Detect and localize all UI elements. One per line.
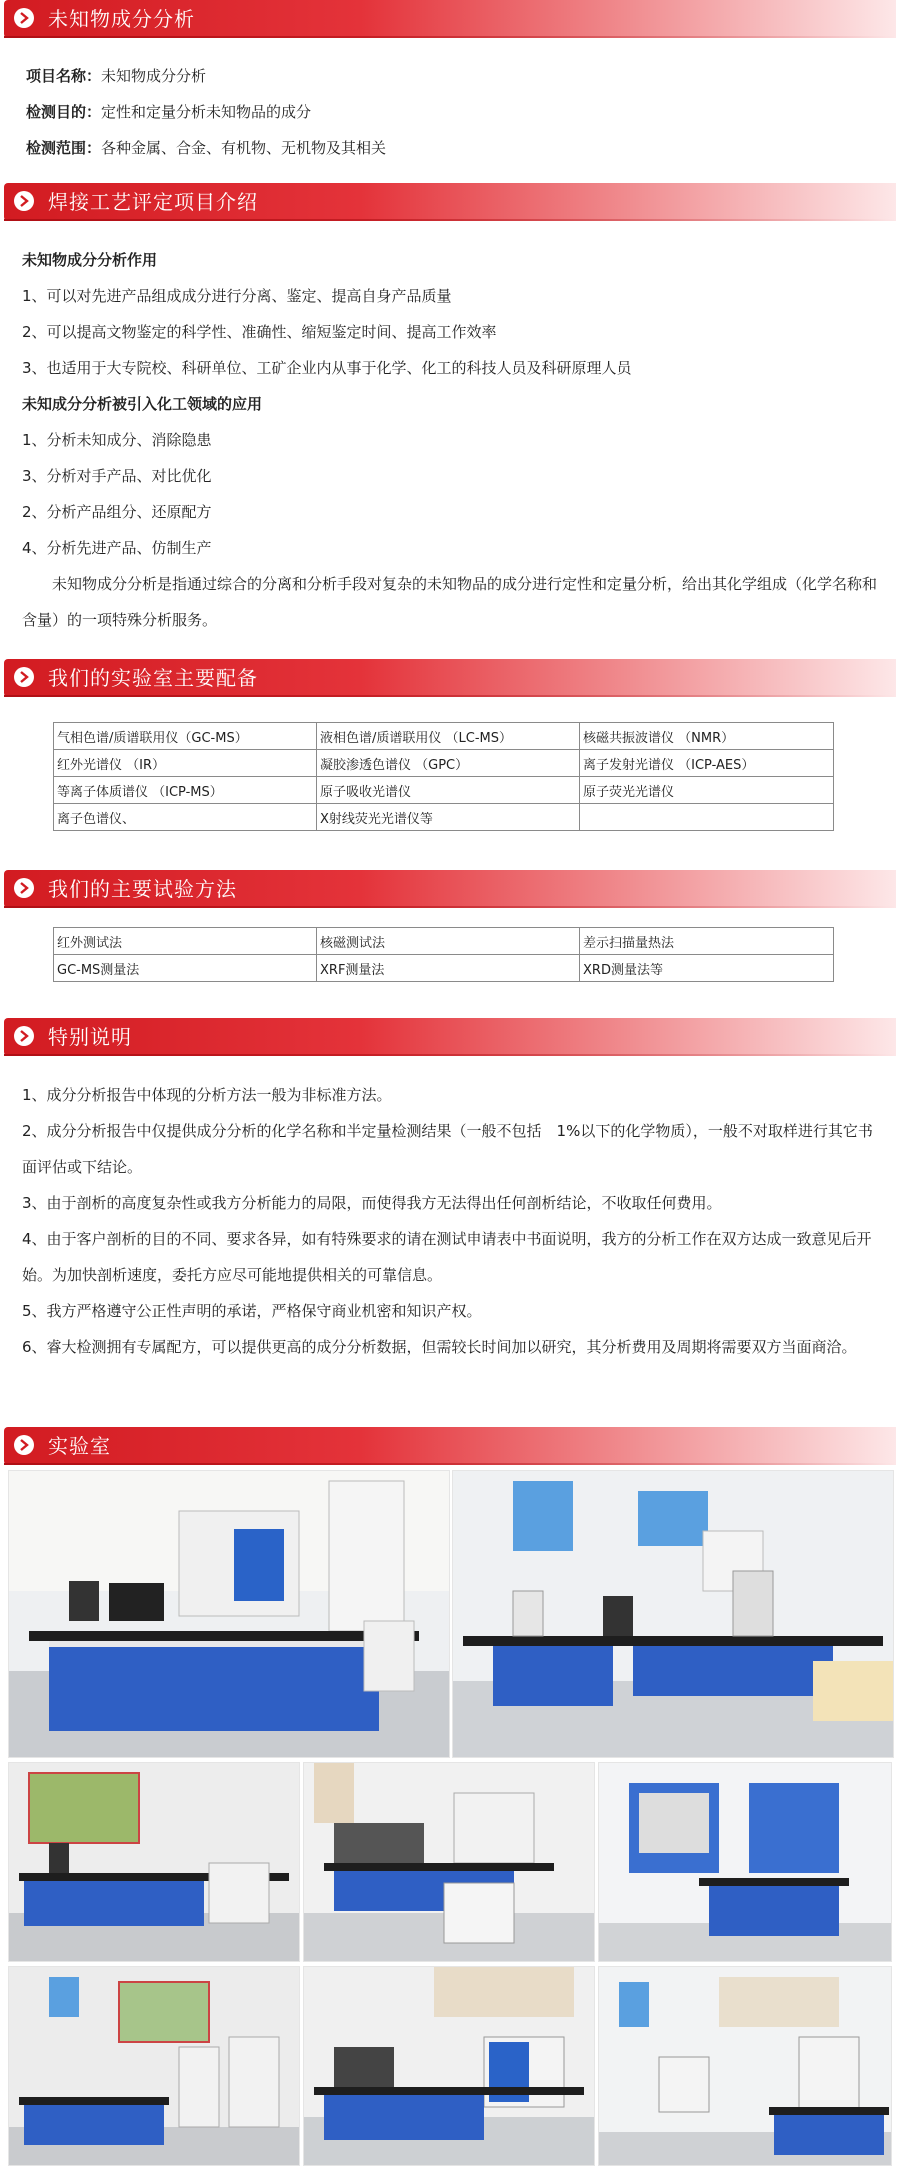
section-title: 特别说明	[48, 1025, 132, 1049]
table-row	[54, 928, 834, 955]
project-scope-value: 各种金属、合金、有机物、无机物及其相关	[101, 139, 387, 157]
lab-photo	[303, 1966, 595, 2166]
table-cell: XRD测量法等	[580, 955, 834, 982]
table-cell: X射线荧光光谱仪等	[317, 804, 580, 831]
list-item: 1、成分分析报告中体现的分析方法一般为非标准方法。	[22, 1086, 392, 1104]
table-cell: 离子色谱仪、	[54, 804, 317, 831]
list-item: 3、也适用于大专院校、科研单位、工矿企业内从事于化学、化工的科技人员及科研原理人员	[22, 359, 632, 377]
section-title: 未知物成分分析	[48, 7, 195, 31]
table-cell: 等离子体质谱仪 （ICP-MS）	[54, 777, 317, 804]
section-header-process	[4, 183, 896, 221]
list-item: 5、我方严格遵守公正性声明的承诺，严格保守商业机密和知识产权。	[22, 1302, 482, 1320]
chevron-right-icon	[14, 667, 34, 687]
list-item: 2、可以提高文物鉴定的科学性、准确性、缩短鉴定时间、提高工作效率	[22, 323, 497, 341]
table-row	[54, 804, 834, 831]
lab-photo	[8, 1966, 300, 2166]
chevron-right-icon	[14, 1435, 34, 1455]
table-cell	[580, 804, 834, 831]
list-item: 3、分析对手产品、对比优化	[22, 467, 212, 485]
project-name-label: 项目名称：	[26, 67, 102, 85]
table-cell: 原子吸收光谱仪	[317, 777, 580, 804]
methods-table	[53, 927, 834, 982]
notes-content	[22, 1077, 878, 1365]
table-cell: 液相色谱/质谱联用仪 （LC-MS）	[317, 723, 580, 750]
table-cell: 核磁共振波谱仪 （NMR）	[580, 723, 834, 750]
list-item: 3、由于剖析的高度复杂性或我方分析能力的局限，而使得我方无法得出任何剖析结论，不收取任何费用。	[22, 1194, 722, 1212]
lab-photo	[303, 1762, 595, 1962]
section-title: 我们的主要试验方法	[48, 877, 237, 901]
project-purpose-row	[26, 94, 386, 130]
table-cell: 离子发射光谱仪 （ICP-AES）	[580, 750, 834, 777]
chevron-right-icon	[14, 878, 34, 898]
chevron-right-icon	[14, 191, 34, 211]
table-cell: 气相色谱/质谱联用仪（GC-MS）	[54, 723, 317, 750]
process-paragraph: 未知物成分分析是指通过综合的分离和分析手段对复杂的未知物品的成分进行定性和定量分析，给出其化学组成（化学名称和含量）的一项特殊分析服务。	[22, 575, 878, 629]
chevron-right-icon	[14, 8, 34, 28]
lab-photo	[598, 1966, 892, 2166]
table-cell: 原子荧光光谱仪	[580, 777, 834, 804]
section-title: 实验室	[48, 1434, 111, 1458]
table-cell: 核磁测试法	[317, 928, 580, 955]
section-header-equipment	[4, 659, 896, 697]
section-header-notes	[4, 1018, 896, 1056]
process-heading-2: 未知成分分析被引入化工领域的应用	[22, 395, 263, 413]
equipment-table	[53, 722, 834, 831]
list-item: 4、由于客户剖析的目的不同、要求各异，如有特殊要求的请在测试申请表中书面说明，我方的分析工作在双方达成一致意见后开始。为加快剖析速度，委托方应尽可能地提供相关的可靠信息。	[22, 1230, 872, 1284]
lab-photo	[598, 1762, 892, 1962]
project-purpose-label: 检测目的：	[26, 103, 102, 121]
list-item: 2、成分分析报告中仅提供成分分析的化学名称和半定量检测结果（一般不包括 1%以下的化学物质），一般不对取样进行其它书面评估或下结论。	[22, 1122, 873, 1176]
table-cell: 红外测试法	[54, 928, 317, 955]
table-cell: 差示扫描量热法	[580, 928, 834, 955]
section-header-methods	[4, 870, 896, 908]
table-cell: GC-MS测量法	[54, 955, 317, 982]
process-heading-1: 未知物成分分析作用	[22, 251, 158, 269]
process-content	[22, 242, 632, 566]
project-scope-row	[26, 130, 386, 166]
lab-photo	[452, 1470, 894, 1758]
table-row	[54, 955, 834, 982]
section-title: 焊接工艺评定项目介绍	[48, 190, 258, 214]
list-item: 4、分析先进产品、仿制生产	[22, 539, 212, 557]
table-row	[54, 750, 834, 777]
section-header-intro	[4, 0, 896, 38]
list-item: 2、分析产品组分、还原配方	[22, 503, 212, 521]
lab-photo	[8, 1762, 300, 1962]
project-scope-label: 检测范围：	[26, 139, 102, 157]
section-header-lab	[4, 1427, 896, 1465]
project-name-row	[26, 58, 386, 94]
table-cell: 红外光谱仪 （IR）	[54, 750, 317, 777]
chevron-right-icon	[14, 1026, 34, 1046]
table-row	[54, 777, 834, 804]
list-item: 1、分析未知成分、消除隐患	[22, 431, 212, 449]
list-item: 6、睿大检测拥有专属配方，可以提供更高的成分分析数据，但需较长时间加以研究，其分析费用及周期将需要双方当面商洽。	[22, 1338, 857, 1356]
table-cell: 凝胶渗透色谱仪 （GPC）	[317, 750, 580, 777]
lab-photo	[8, 1470, 450, 1758]
table-cell: XRF测量法	[317, 955, 580, 982]
project-name-value: 未知物成分分析	[101, 67, 207, 85]
project-info	[26, 58, 386, 166]
list-item: 1、可以对先进产品组成成分进行分离、鉴定、提高自身产品质量	[22, 287, 452, 305]
project-purpose-value: 定性和定量分析未知物品的成分	[101, 103, 312, 121]
section-title: 我们的实验室主要配备	[48, 666, 258, 690]
table-row	[54, 723, 834, 750]
